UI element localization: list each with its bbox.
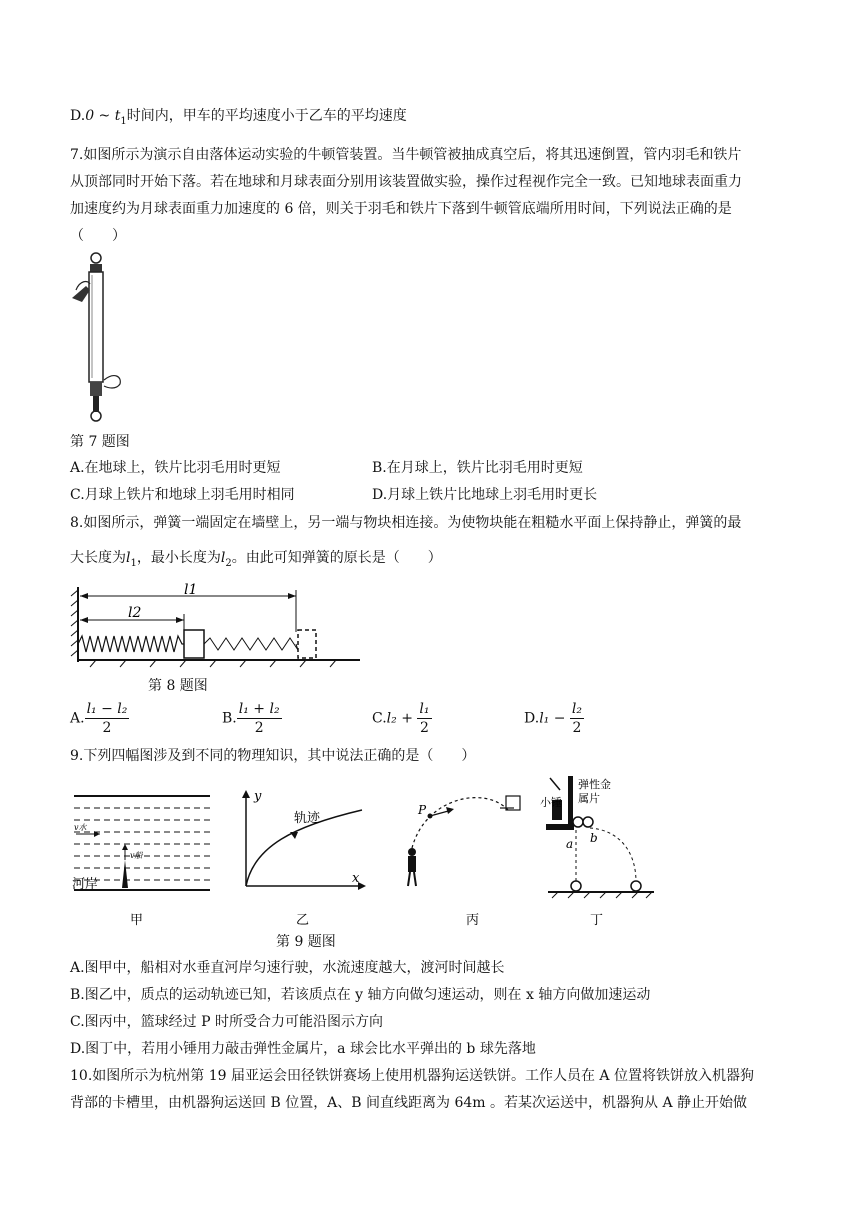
fig-jia-river-crossing (70, 788, 215, 928)
fig-bing-basketball (396, 786, 536, 930)
fig-ding-spring-metal-2: 属片 (578, 792, 600, 805)
q10-stem-line-2: 背部的卡槽里，由机器狗运送回 B 位置，A、B 间直线距离为 64m 。若某次运送中，机器狗从 A 静止开始做 (70, 1095, 748, 1111)
q6-option-d: D.0 ~ $t_1$时间内，甲车的平均速度小于乙车的平均速度 (70, 108, 407, 127)
fig-bing-label: 丙 (466, 913, 480, 928)
q8-option-b: B. $\frac{\text{l₁ + l₂}}{2}$ (222, 701, 280, 736)
q7-stem-line-3: 加速度约为月球表面重力加速度的 6 倍，则关于羽毛和铁片下落到牛顿管底端所用时间，下列说法正确的是 (70, 201, 732, 217)
q7-option-a: A.在地球上，铁片比羽毛用时更短 (70, 460, 281, 476)
q7-option-d: D.月球上铁片比地球上羽毛用时更长 (372, 487, 598, 503)
fig-yi-label: 乙 (296, 913, 310, 928)
q9-option-d: D.图丁中，若用小锤用力敲击弹性金属片，a 球会比水平弹出的 b 球先落地 (70, 1041, 536, 1057)
fig-ding-ball-a: a (566, 837, 574, 851)
q7-stem-line-1: 7.如图所示为演示自由落体运动实验的牛顿管装置。当牛顿管被抽成真空后，将其迅速倒置，管内羽毛和铁片 (70, 147, 742, 163)
q9-option-a: A.图甲中，船相对水垂直河岸匀速行驶，水流速度越大，渡河时间越长 (70, 960, 505, 976)
fig-ding-label: 丁 (590, 913, 604, 928)
q9-option-c: C.图丙中，篮球经过 P 时所受合力可能沿图示方向 (70, 1014, 383, 1030)
q10-stem-line-1: 10.如图所示为杭州第 19 届亚运会田径铁饼赛场上使用机器狗运送铁饼。工作人员在 A 位置将铁饼放入机器狗 (70, 1068, 754, 1084)
fig-yi-trajectory (234, 786, 374, 930)
fig-ding-spring-metal-1: 弹性金 (578, 778, 611, 791)
q7-figure-caption: 第 7 题图 (70, 434, 130, 450)
spring-figure (70, 582, 365, 672)
q9-option-b: B.图乙中，质点的运动轨迹已知，若该质点在 y 轴方向做匀速运动，则在 x 轴方向做加速运动 (70, 987, 651, 1003)
newton-tube-figure (68, 250, 128, 426)
fig-yi-y-axis: y (254, 789, 262, 804)
fig-jia-v-water: v水 (74, 823, 87, 832)
q7-answer-bracket: （ ） (70, 228, 126, 244)
fig-jia-v-boat: v船 (130, 851, 143, 860)
q8-figure-caption: 第 8 题图 (148, 678, 208, 694)
q8-stem-line-1: 8.如图所示，弹簧一端固定在墙壁上，另一端与物块相连接。为使物块能在粗糙水平面上保持静止，弹簧的最 (70, 515, 742, 531)
fig-yi-x-axis: x (352, 871, 360, 886)
fig-ding-ball-b: b (590, 831, 598, 845)
fig-bing-point-p: P (418, 803, 427, 817)
fig-jia-label: 甲 (130, 913, 144, 928)
q8-option-c: C.l₂ + $\frac{\text{l₁}}{2}$ (372, 701, 430, 736)
q9-figure-caption: 第 9 题图 (276, 934, 336, 950)
fig-label-l2: l2 (128, 605, 142, 621)
q8-option-a: A. $\frac{\text{l₁ − l₂}}{2}$ (70, 701, 128, 736)
fig-label-l1: l1 (184, 582, 198, 598)
q8-stem-line-2: 大长度为$l_1$，最小长度为$l_2$。由此可知弹簧的原长是（ ） (70, 550, 442, 569)
fig-ding-hammer-experiment (538, 770, 668, 930)
fig-ding-hammer: 小锤 (540, 796, 562, 809)
q9-stem: 9.下列四幅图涉及到不同的物理知识，其中说法正确的是（ ） (70, 748, 476, 764)
fig-yi-trajectory-label: 轨迹 (294, 811, 321, 826)
q8-option-d: D.l₁ − $\frac{\text{l₂}}{2}$ (524, 701, 583, 736)
q7-option-c: C.月球上铁片和地球上羽毛用时相同 (70, 487, 295, 503)
fig-jia-riverbank: 河岸 (72, 877, 99, 892)
q7-option-b: B.在月球上，铁片比羽毛用时更短 (372, 460, 583, 476)
q7-stem-line-2: 从顶部同时开始下落。若在地球和月球表面分别用该装置做实验，操作过程视作完全一致。已知地球表面重力 (70, 174, 742, 190)
